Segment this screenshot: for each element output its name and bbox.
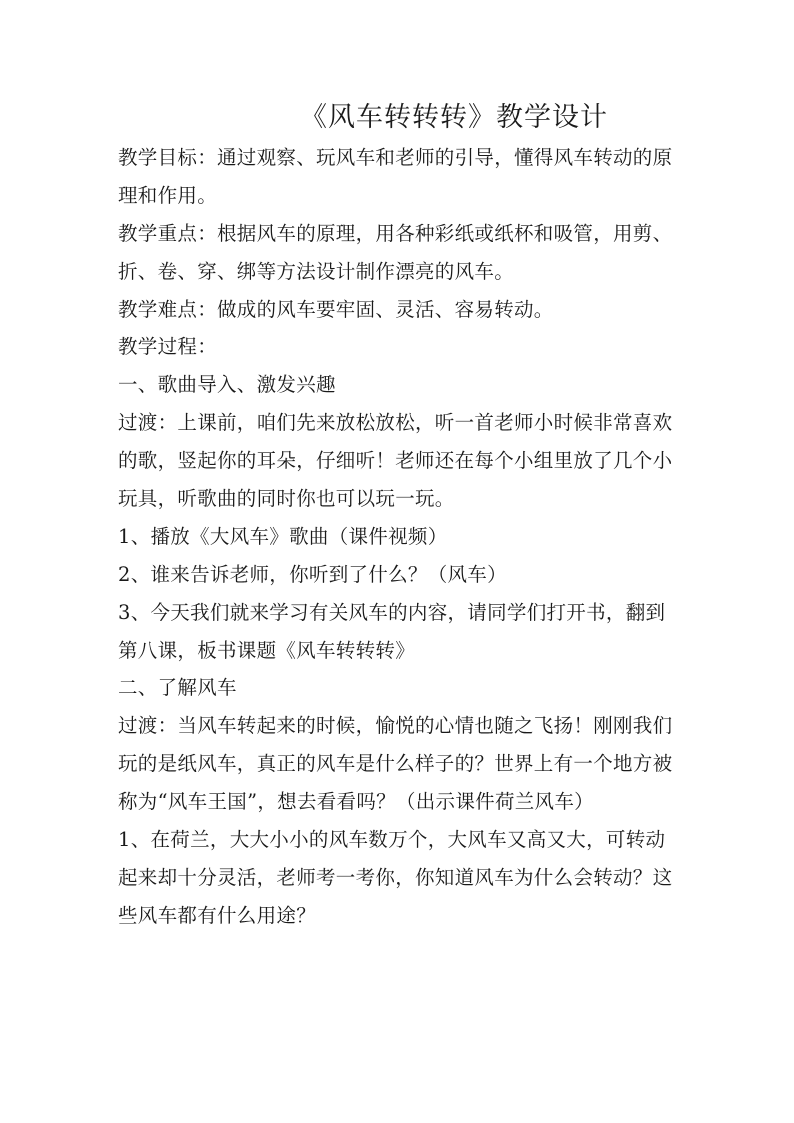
text-line: 的歌，竖起你的耳朵，仔细听！老师还在每个小组里放了几个小 xyxy=(118,449,673,473)
section-heading: 二、了解风车 xyxy=(118,676,237,700)
text-line: 教学重点：根据风车的原理，用各种彩纸或纸杯和吸管，用剪、 xyxy=(118,221,673,245)
text-line: 1、在荷兰，大大小小的风车数万个，大风车又高又大，可转动 xyxy=(118,828,666,852)
text-line: 些风车都有什么用途？ xyxy=(118,903,317,927)
text-line: 3、今天我们就来学习有关风车的内容，请同学们打开书，翻到 xyxy=(118,600,666,624)
document-title: 《风车转转转》教学设计 xyxy=(300,102,608,133)
text-line: 起来却十分灵活，老师考一考你，你知道风车为什么会转动？这 xyxy=(118,865,673,889)
text-line: 玩的是纸风车，真正的风车是什么样子的？世界上有一个地方被 xyxy=(118,752,673,776)
text-line: 教学难点：做成的风车要牢固、灵活、容易转动。 xyxy=(118,297,554,321)
text-line: 1、播放《大风车》歌曲（课件视频） xyxy=(118,524,448,548)
text-line: 过渡：当风车转起来的时候，愉悦的心情也随之飞扬！刚刚我们 xyxy=(118,714,673,738)
text-line: 玩具，听歌曲的同时你也可以玩一玩。 xyxy=(118,487,455,511)
text-line: 理和作用。 xyxy=(118,183,218,207)
text-line: 第八课，板书课题《风车转转转》 xyxy=(118,638,416,662)
section-heading: 一、歌曲导入、激发兴趣 xyxy=(118,373,336,397)
text-line: 教学目标：通过观察、玩风车和老师的引导，懂得风车转动的原 xyxy=(118,146,673,169)
text-line: 教学过程： xyxy=(118,335,218,359)
text-line: 称为“风车王国”，想去看看吗？（出示课件荷兰风车） xyxy=(118,790,594,814)
text-line: 2、谁来告诉老师，你听到了什么？（风车） xyxy=(118,562,507,586)
text-line: 过渡：上课前，咱们先来放松放松，听一首老师小时候非常喜欢 xyxy=(118,411,673,435)
text-line: 折、卷、穿、绑等方法设计制作漂亮的风车。 xyxy=(118,259,515,283)
document-body xyxy=(118,139,683,935)
